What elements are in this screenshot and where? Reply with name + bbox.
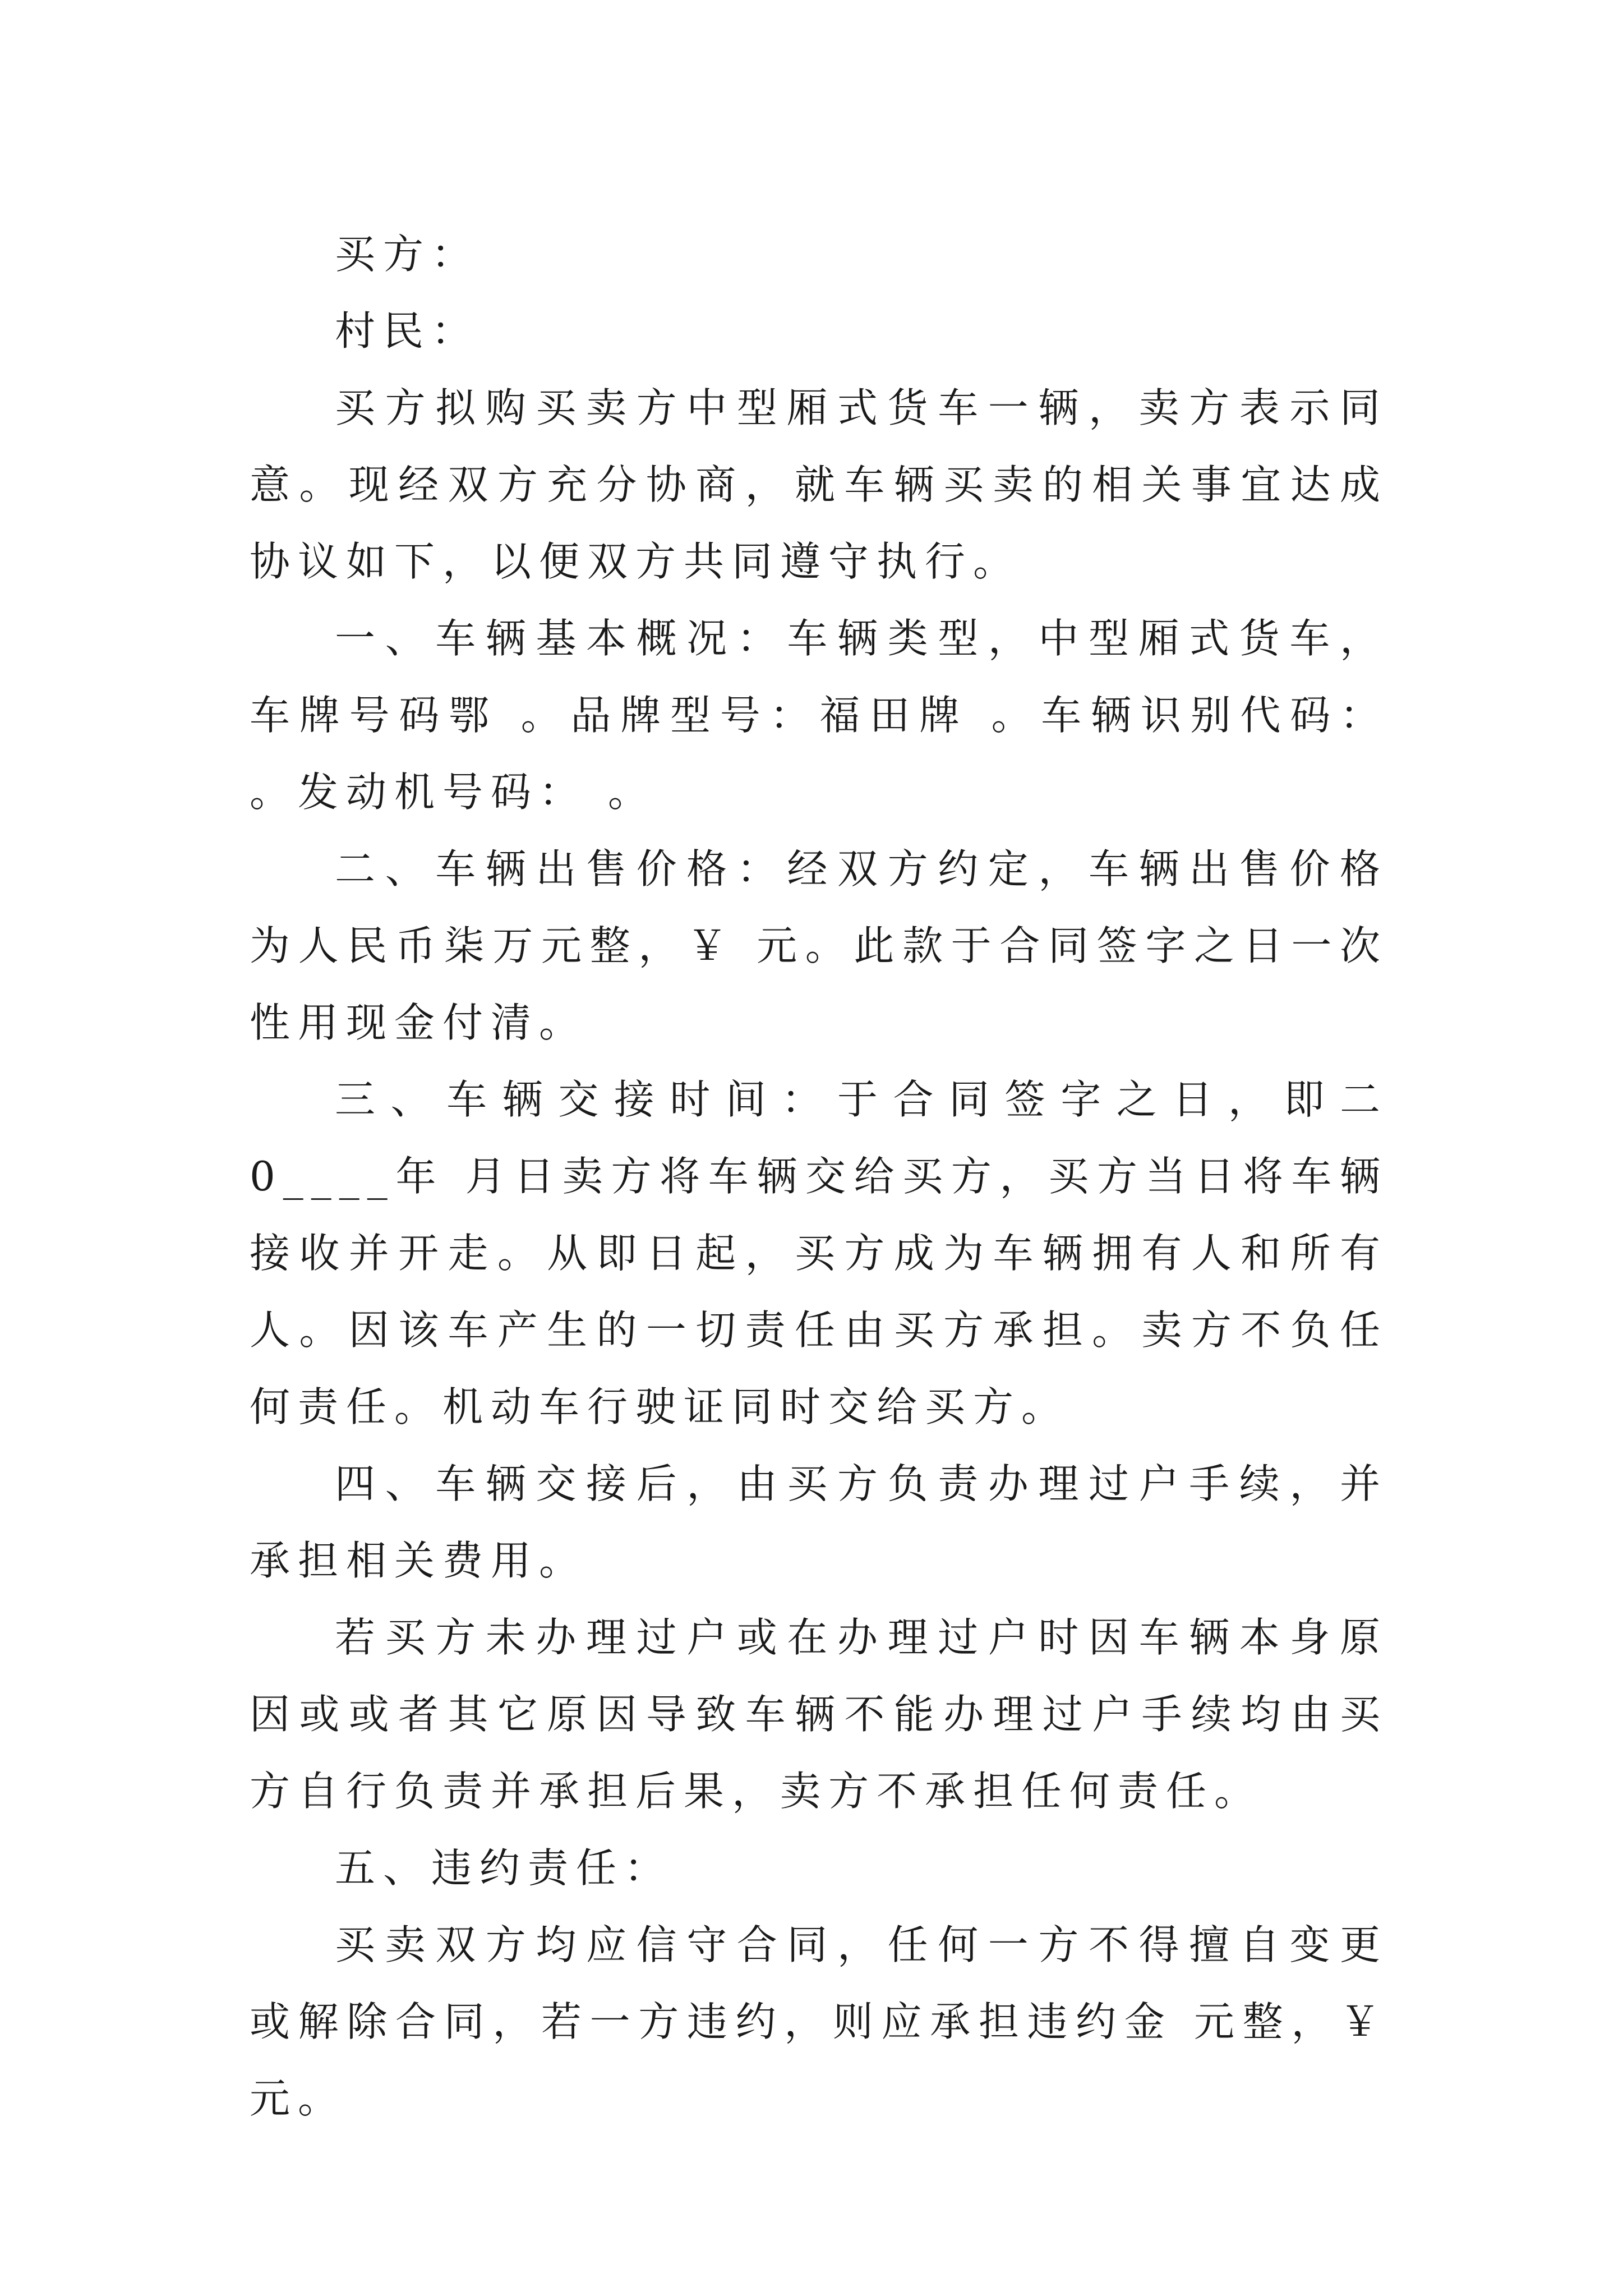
villager-line: 村民： [335, 307, 480, 355]
clause-5-heading: 五、违约责任： [335, 1844, 673, 1892]
clause-3-handover: 三、车辆交接时间：于合同签字之日，即二0____年 月日卖方将车辆交给买方，买方当日将车辆接收并开走。从即日起，买方成为车辆拥有人和所有人。因该车产生的一切责任由买方承担。卖方不负任何责任。机动车行驶证同时交给买方。 [250, 1076, 1388, 1430]
buyer-line: 买方： [335, 231, 480, 278]
clause-1-vehicle-info: 一、车辆基本概况：车辆类型，中型厢式货车，车牌号码鄂 。品牌型号：福田牌 。车辆识别代码： 。发动机号码： 。 [250, 615, 1388, 816]
clause-5-body: 买卖双方均应信守合同，任何一方不得擅自变更或解除合同，若一方违约，则应承担违约金 元整，￥ 元。 [250, 1921, 1388, 2122]
contract-body [250, 216, 1388, 2137]
clause-4-supplement: 若买方未办理过户或在办理过户时因车辆本身原因或或者其它原因导致车辆不能办理过户手续均由买方自行负责并承担后果，卖方不承担任何责任。 [250, 1614, 1388, 1815]
clause-2-price: 二、车辆出售价格：经双方约定，车辆出售价格为人民币柒万元整，￥ 元。此款于合同签字之日一次性用现金付清。 [250, 845, 1388, 1046]
intro-paragraph: 买方拟购买卖方中型厢式货车一辆，卖方表示同意。现经双方充分协商，就车辆买卖的相关事宜达成协议如下，以便双方共同遵守执行。 [250, 384, 1388, 585]
clause-4-transfer: 四、车辆交接后，由买方负责办理过户手续，并承担相关费用。 [250, 1460, 1388, 1584]
